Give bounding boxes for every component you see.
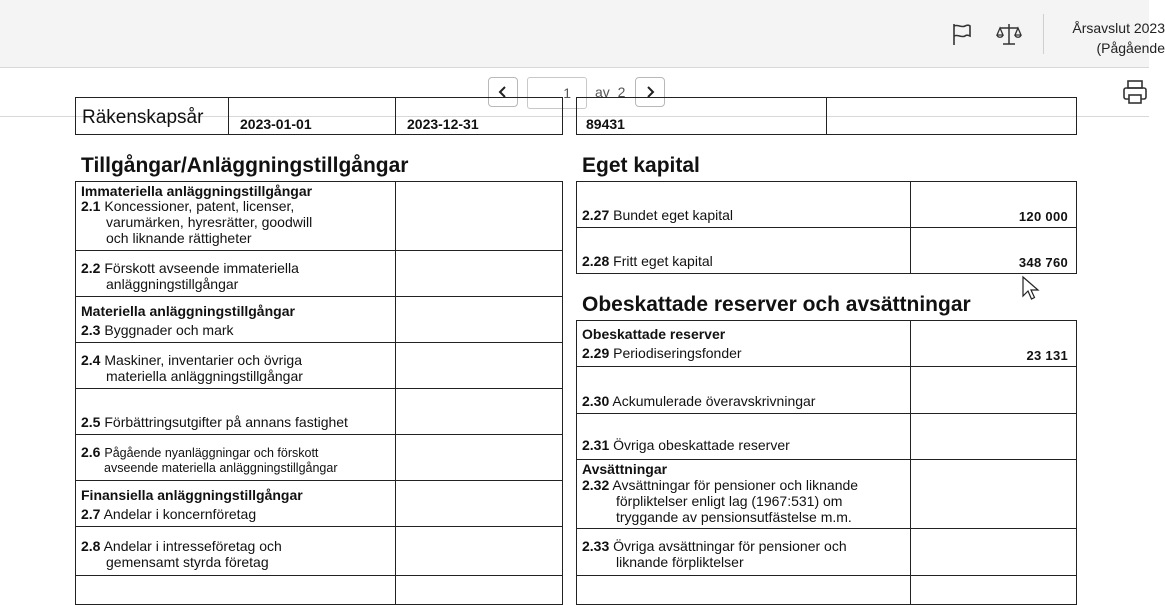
table-row: Avsättningar 2.32 Avsättningar för pensioner och liknande förpliktelser enligt lag (1967:531) om tryggande av pensionsutfästelse m.m.	[576, 459, 911, 529]
mouse-cursor-icon	[1022, 276, 1040, 302]
table-row: 2.28 Fritt eget kapital	[576, 227, 911, 274]
value-cell-2-7[interactable]	[395, 480, 563, 527]
value-cell[interactable]	[910, 575, 1077, 605]
value-cell-2-29[interactable]: 23 131	[910, 320, 1077, 367]
value-cell-2-8[interactable]	[395, 526, 563, 576]
org-number: 89431	[586, 116, 625, 132]
value-cell-2-32[interactable]	[910, 459, 1077, 529]
fiscal-year-end: 2023-12-31	[407, 116, 479, 132]
flag-icon[interactable]	[948, 20, 976, 48]
table-row: 2.30 Ackumulerade överavskrivningar	[576, 366, 911, 414]
value-cell-2-31[interactable]	[910, 413, 1077, 460]
value-cell-2-2[interactable]	[395, 250, 563, 297]
table-row: 2.27 Bundet eget kapital	[576, 181, 911, 228]
value-cell-2-33[interactable]	[910, 528, 1077, 576]
table-row: Immateriella anläggningstillgångar 2.1 Koncessioner, patent, licenser, varumärken, hyresrätter, goodwill och liknande rättigheter	[75, 181, 396, 251]
equity-heading: Eget kapital	[582, 154, 700, 177]
table-row: Materiella anläggningstillgångar 2.3 Byggnader och mark	[75, 296, 396, 343]
header-divider	[1043, 14, 1044, 54]
value-cell-2-27[interactable]: 120 000	[910, 181, 1077, 228]
fiscal-year-start-cell	[228, 97, 396, 135]
fiscal-year-start: 2023-01-01	[240, 116, 312, 132]
value-cell-2-30[interactable]	[910, 366, 1077, 414]
print-icon[interactable]	[1121, 78, 1149, 106]
table-row: 2.31 Övriga obeskattade reserver	[576, 413, 911, 460]
fiscal-year-end-cell	[395, 97, 563, 135]
table-row: 2.2 Förskott avseende immateriella anläggningstillgångar	[75, 250, 396, 297]
fiscal-year-label: Räkenskapsår	[82, 107, 204, 128]
value-cell-2-3[interactable]	[395, 296, 563, 343]
value-cell-2-5[interactable]	[395, 388, 563, 435]
org-number-cell	[576, 97, 827, 135]
table-row: 2.33 Övriga avsättningar för pensioner och liknande förpliktelser	[576, 528, 911, 576]
table-row: 2.8 Andelar i intresseföretag och gemensamt styrda företag	[75, 526, 396, 576]
assets-heading: Tillgångar/Anläggningstillgångar	[81, 154, 409, 177]
org-extra-cell	[826, 97, 1077, 135]
app-header	[0, 0, 1165, 68]
table-row: Obeskattade reserver 2.29 Periodiseringsfonder	[576, 320, 911, 367]
fiscal-year-label-cell	[75, 97, 229, 135]
period-title: Årsavslut 2023 (Pågående	[1072, 20, 1165, 56]
document-page	[0, 107, 1149, 583]
table-row: 2.6 Pågående nyanläggningar och förskott avseende materiella anläggningstillgångar	[75, 434, 396, 481]
value-cell-2-28[interactable]: 348 760	[910, 227, 1077, 274]
value-cell-2-1[interactable]	[395, 181, 563, 251]
scales-icon[interactable]	[995, 20, 1023, 48]
value-cell-2-4[interactable]	[395, 342, 563, 389]
table-row: 2.4 Maskiner, inventarier och övriga materiella anläggningstillgångar	[75, 342, 396, 389]
table-row	[576, 575, 911, 605]
untaxed-reserves-heading: Obeskattade reserver och avsättningar	[582, 293, 971, 316]
table-row: 2.5 Förbättringsutgifter på annans fastighet	[75, 388, 396, 435]
value-cell-2-6[interactable]	[395, 434, 563, 481]
value-cell[interactable]	[395, 575, 563, 605]
page-count: av 2	[595, 84, 626, 100]
table-row	[75, 575, 396, 605]
table-row: Finansiella anläggningstillgångar 2.7 Andelar i koncernföretag	[75, 480, 396, 527]
